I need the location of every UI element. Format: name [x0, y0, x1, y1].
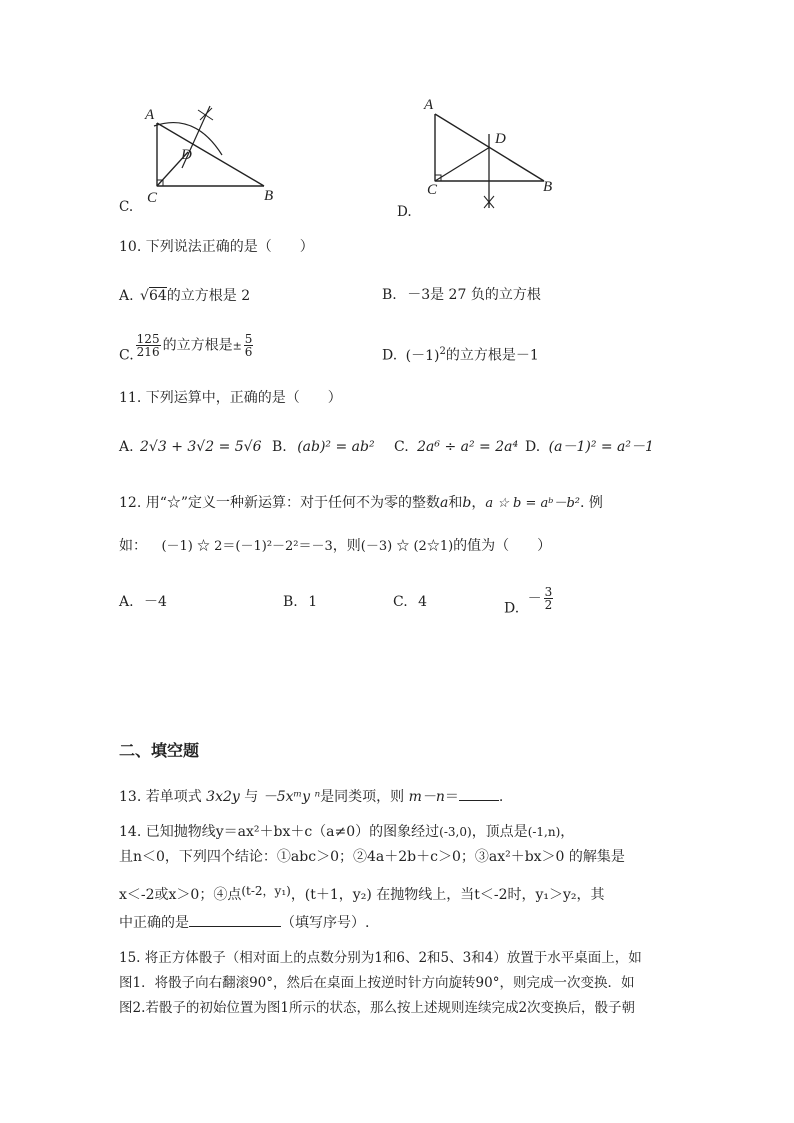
equals: ＝ — [444, 789, 459, 805]
numerator: 125 — [136, 332, 160, 346]
ask-formula: (－3) ☆ (2☆1) — [360, 539, 454, 554]
vertex-text: ，顶点是 — [471, 824, 528, 840]
question-11-option-c — [394, 437, 518, 457]
question-12-line-1 — [119, 493, 603, 514]
option-text: －4 — [144, 594, 167, 610]
option-d-label: D. — [397, 204, 412, 220]
text: ，(t＋1，y₂) 在抛物线上，当t＜-2时，y₁＞y₂，其 — [290, 887, 605, 903]
with-text: 与 — [239, 789, 263, 805]
question-10-stem: 10. 下列说法正确的是（ ） — [119, 239, 314, 255]
numerator: 5 — [244, 332, 253, 346]
option-label: B. — [382, 287, 397, 303]
question-11-option-b — [272, 437, 375, 457]
option-text: 的立方根是 2 — [166, 288, 251, 304]
option-expression: 2a⁶ ÷ a² = 2a⁴ — [417, 439, 519, 455]
period: . — [498, 789, 504, 805]
answer-blank[interactable] — [189, 912, 281, 927]
fig-c-label-d: D — [181, 147, 192, 163]
question-12-option-b — [283, 592, 317, 612]
point-1: (-3,0) — [439, 825, 472, 839]
text: （填写序号）. — [281, 915, 370, 931]
and-text: 和 — [448, 495, 463, 511]
var-b: b — [462, 495, 472, 511]
option-text: －3是 27 负的立方根 — [407, 287, 541, 303]
fig-d-label-a: A — [424, 97, 434, 113]
plus-minus: ± — [232, 339, 242, 353]
option-label: C. — [394, 439, 409, 455]
option-label: C. — [393, 594, 408, 610]
question-12-line-2 — [119, 536, 551, 557]
question-10-option-a — [119, 286, 250, 306]
question-12-option-a — [119, 592, 167, 612]
minus-sign: － — [527, 590, 542, 607]
denominator: 2 — [544, 598, 553, 612]
base: (－1) — [405, 347, 440, 364]
expression: m－n — [408, 789, 445, 805]
question-10-option-b — [382, 285, 541, 305]
question-11-option-a — [119, 437, 261, 457]
question-10-option-c — [119, 333, 255, 366]
question-14-line-4 — [119, 912, 369, 933]
example-formula: (－1) ☆ 2＝(－1)²－2²＝－3 — [161, 539, 333, 554]
question-13 — [119, 786, 503, 807]
option-label: A. — [119, 288, 134, 304]
example-prefix: 如： — [119, 538, 147, 554]
then-text: ，则 — [332, 538, 361, 554]
option-expression: (ab)² = ab² — [297, 439, 375, 455]
fig-c-label-b: B — [264, 188, 274, 204]
question-15-line-3: 图2.若骰子的初始位置为图1所示的状态，那么按上述规则连续完成2次变换后，骰子朝 — [119, 1000, 636, 1016]
option-label: C. — [119, 347, 134, 364]
option-label: D. — [525, 439, 541, 455]
question-10-option-d — [382, 342, 539, 366]
point-2: (-1,n) — [527, 825, 561, 839]
monomial-1: 3x2y — [206, 789, 240, 805]
option-expression: 2√3 + 3√2 = 5√6 — [140, 439, 262, 455]
stem-text: 14. 已知抛物线y＝ax²＋bx＋c（a≠0）的图象经过 — [119, 824, 440, 840]
exponent: 2 — [439, 346, 446, 357]
fig-c-label-a: A — [145, 107, 155, 123]
question-15-line-2: 图1．将骰子向右翻滚90°，然后在桌面上按逆时针方向旋转90°，则完成一次变换．如 — [119, 975, 635, 991]
condition-text: 是同类项，则 — [320, 789, 409, 805]
stem-text: 12. 用“☆”定义一种新运算：对于任何不为零的整数 — [119, 495, 441, 511]
option-label: B. — [283, 594, 298, 610]
question-14-line-3 — [119, 881, 605, 905]
option-label: B. — [272, 439, 287, 455]
point-3: (t-2，y₁) — [241, 884, 291, 898]
option-label: D. — [382, 347, 398, 364]
option-text: 的立方根是 — [162, 337, 233, 354]
option-c-label: C. — [119, 199, 134, 215]
fig-d-label-c: C — [427, 182, 438, 198]
question-14-line-2: 且n＜0，下列四个结论：①abc＞0；②4a＋2b＋c＞0；③ax²＋bx＞0 的解集是 — [119, 849, 625, 865]
fraction — [136, 333, 161, 358]
option-text: 1 — [308, 594, 318, 610]
option-label: A. — [119, 594, 134, 610]
answer-blank[interactable] — [459, 786, 499, 801]
fig-c-label-c: C — [147, 190, 158, 206]
fraction — [544, 586, 554, 611]
stem-text: 13. 若单项式 — [119, 789, 207, 805]
question-15-line-1: 15. 将正方体骰子（相对面上的点数分别为1和6、2和5、3和4）放置于水平桌面上，如 — [119, 950, 642, 966]
question-12-option-d — [504, 586, 555, 619]
comma: ， — [471, 495, 486, 511]
text: x＜-2或x＞0；④点 — [119, 887, 242, 903]
figure-c-compass-construction — [140, 100, 280, 210]
answer-fraction — [244, 333, 254, 358]
radicand: 64 — [148, 288, 167, 304]
option-label: D. — [504, 600, 520, 617]
figure-d-perpendicular-bisector — [420, 100, 560, 220]
sqrt-expression: √64 — [140, 288, 167, 304]
denominator: 216 — [136, 345, 160, 359]
text: 中正确的是 — [119, 915, 189, 931]
option-label: A. — [119, 439, 134, 455]
monomial-2: －5xᵐy ⁿ — [262, 789, 321, 805]
option-text: 的立方根是－1 — [445, 347, 539, 364]
question-12-option-c — [393, 592, 427, 612]
comma: ， — [560, 824, 575, 840]
question-11-stem: 11. 下列运算中，正确的是（ ） — [119, 390, 342, 406]
line-end: . 例 — [580, 495, 603, 511]
numerator: 3 — [544, 585, 553, 599]
definition-formula: a ☆ b = aᵇ－b² — [485, 496, 580, 511]
fig-d-label-d: D — [495, 131, 506, 147]
fig-d-label-b: B — [543, 179, 553, 195]
option-expression: (a－1)² = a²－1 — [548, 439, 654, 455]
denominator: 6 — [244, 345, 253, 359]
var-a: a — [440, 495, 449, 511]
option-text: 4 — [418, 594, 428, 610]
question-11-option-d — [525, 437, 654, 457]
section-title: 二、填空题 — [119, 741, 200, 760]
value-text: 的值为（ ） — [453, 538, 552, 554]
question-14-line-1 — [119, 822, 574, 842]
